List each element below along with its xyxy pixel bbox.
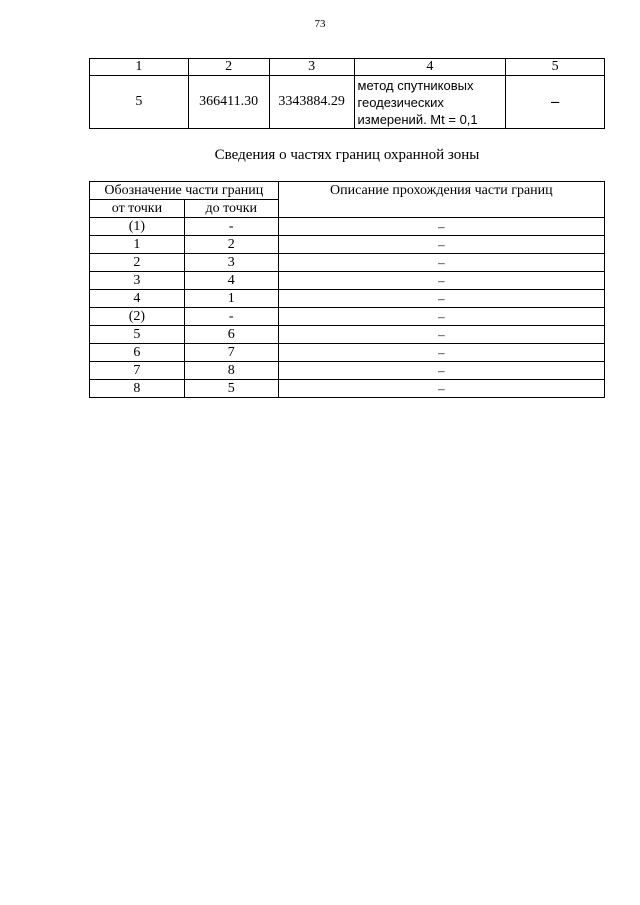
method-line: метод спутниковых	[357, 77, 474, 93]
to-point: 7	[184, 344, 278, 362]
parts-header-row	[90, 182, 605, 200]
from-point: 3	[90, 272, 185, 290]
column-number: 4	[354, 59, 506, 76]
x-coordinate: 366411.30	[188, 76, 269, 129]
from-point: 6	[90, 344, 185, 362]
from-point: 5	[90, 326, 185, 344]
column-number: 5	[506, 59, 605, 76]
description: –	[278, 272, 604, 290]
table-row	[90, 272, 605, 290]
column-number: 3	[269, 59, 354, 76]
from-point: 2	[90, 254, 185, 272]
page-number: 73	[314, 18, 326, 30]
description: –	[278, 218, 604, 236]
to-point: 5	[184, 380, 278, 398]
header-from-point: от точки	[90, 200, 185, 218]
to-point: 3	[184, 254, 278, 272]
from-point: (2)	[90, 308, 185, 326]
to-point: 1	[184, 290, 278, 308]
table-row	[90, 254, 605, 272]
description: –	[278, 254, 604, 272]
measurement-method	[354, 76, 506, 129]
coordinates-header-row	[90, 59, 605, 76]
point-number: 5	[90, 76, 189, 129]
header-to-point: до точки	[184, 200, 278, 218]
coordinates-row	[90, 76, 605, 129]
method-line: геодезических	[357, 94, 444, 110]
from-point: (1)	[90, 218, 185, 236]
to-point: -	[184, 218, 278, 236]
y-coordinate: 3343884.29	[269, 76, 354, 129]
description: –	[278, 236, 604, 254]
table-row	[90, 218, 605, 236]
header-part-designation: Обозначение части границ	[90, 182, 279, 200]
table-row	[90, 344, 605, 362]
column-number: 2	[188, 59, 269, 76]
description: –	[278, 380, 604, 398]
description: –	[278, 362, 604, 380]
coordinates-table	[89, 58, 605, 129]
note-cell: –	[506, 76, 605, 129]
description: –	[278, 326, 604, 344]
to-point: 2	[184, 236, 278, 254]
section-title: Сведения о частях границ охранной зоны	[214, 147, 480, 163]
to-point: 6	[184, 326, 278, 344]
from-point: 7	[90, 362, 185, 380]
header-description: Описание прохождения части границ	[278, 182, 604, 218]
description: –	[278, 308, 604, 326]
to-point: 4	[184, 272, 278, 290]
method-line: измерений. Mt = 0,1	[357, 111, 478, 127]
table-row	[90, 380, 605, 398]
description: –	[278, 344, 604, 362]
from-point: 8	[90, 380, 185, 398]
to-point: 8	[184, 362, 278, 380]
from-point: 1	[90, 236, 185, 254]
from-point: 4	[90, 290, 185, 308]
table-row	[90, 308, 605, 326]
table-row	[90, 362, 605, 380]
table-row	[90, 326, 605, 344]
column-number: 1	[90, 59, 189, 76]
description: –	[278, 290, 604, 308]
table-row	[90, 290, 605, 308]
to-point: -	[184, 308, 278, 326]
boundary-parts-table	[89, 181, 605, 398]
table-row	[90, 236, 605, 254]
